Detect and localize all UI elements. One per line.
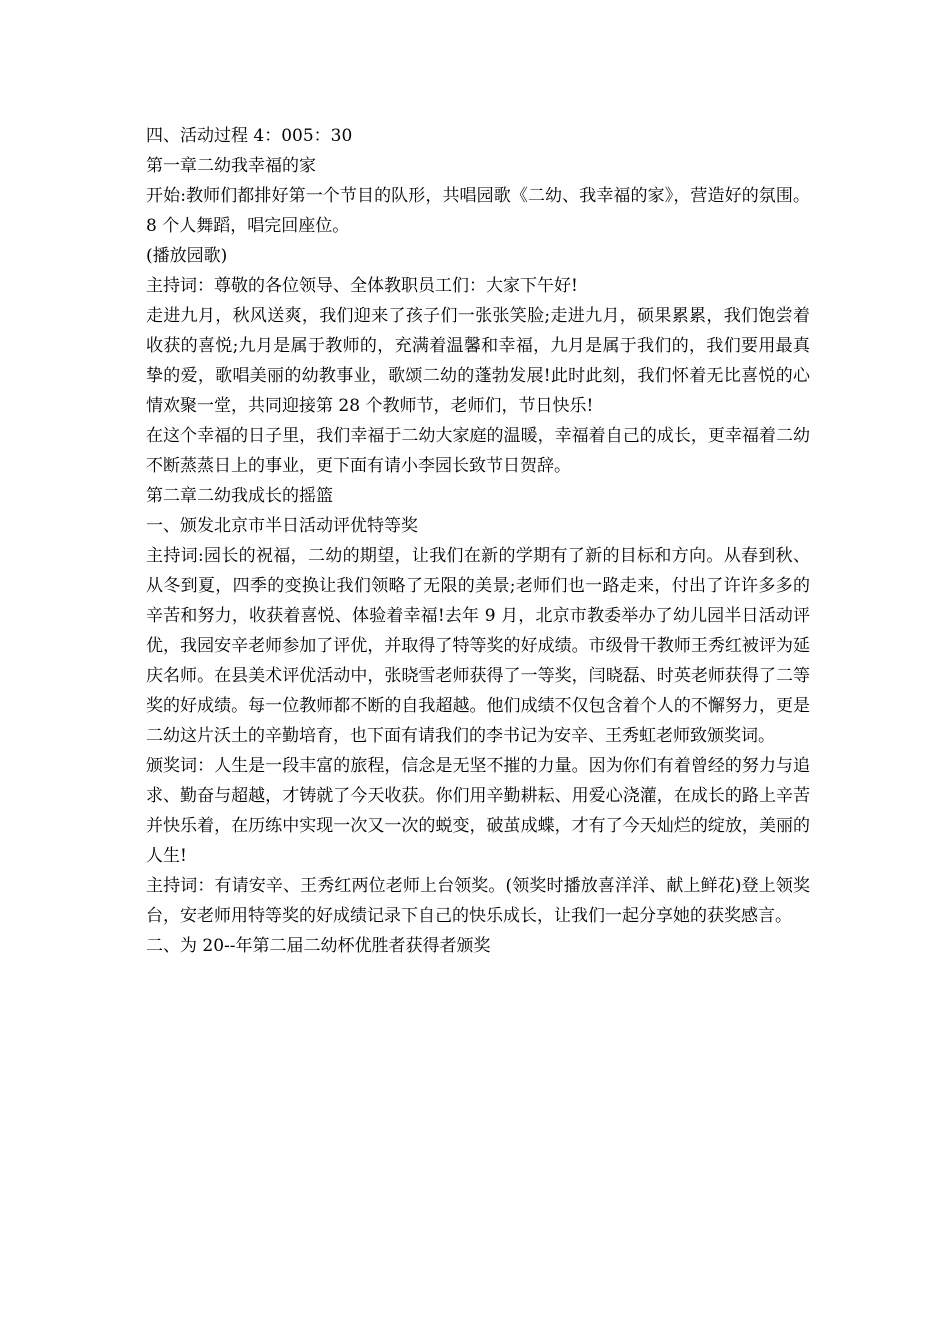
- host-greeting: 主持词：尊敬的各位领导、全体教职员工们：大家下午好!: [146, 276, 578, 296]
- paragraph-september: 走进九月，秋风送爽，我们迎来了孩子们一张张笑脸;走进九月，硕果累累，我们饱尝着收获的喜悦;九月是属于教师的，充满着温馨和幸福，九月是属于我们的，我们要用最真挚的爱，歌唱美丽的幼教事业，歌颂二幼的蓬勃发展!此时此刻，我们怀着无比喜悦的心情欢聚一堂，共同迎接第 28 个教师节，老师们，节日快乐!: [146, 306, 810, 416]
- paragraph-host-awards: 主持词:园长的祝福，二幼的期望，让我们在新的学期有了新的目标和方向。从春到秋、从冬到夏，四季的变换让我们领略了无限的美景;老师们也一路走来，付出了许许多多的辛苦和努力，收获着喜悦、体验着幸福!去年 9 月，北京市教委举办了幼儿园半日活动评优，我园安辛老师参加了评优，并取得了特等奖的好成绩。市级骨干教师王秀红被评为延庆名师。在县美术评优活动中，张晓雪老师获得了一等奖，闫晓磊、时英老师获得了二等奖的好成绩。每一位教师都不断的自我超越。他们成绩不仅包含着个人的不懈努力，更是二幼这片沃土的辛勤培育，也下面有请我们的李书记为安辛、王秀虹老师致颁奖词。: [146, 546, 810, 746]
- paragraph-happy-day: 在这个幸福的日子里，我们幸福于二幼大家庭的温暖，幸福着自己的成长，更幸福着二幼不断蒸蒸日上的事业，更下面有请小李园长致节日贺辞。: [146, 426, 810, 476]
- chapter-title-2: 第二章二幼我成长的摇篮: [146, 486, 333, 506]
- section-heading-award-2: 二、为 20--年第二届二幼杯优胜者获得者颁奖: [146, 936, 491, 956]
- section-heading-award-1: 一、颁发北京市半日活动评优特等奖: [146, 516, 418, 536]
- chapter-title-1: 第一章二幼我幸福的家: [146, 156, 316, 176]
- paragraph-award-speech: 颁奖词：人生是一段丰富的旅程，信念是无坚不摧的力量。因为你们有着曾经的努力与追求、勤奋与超越，才铸就了今天收获。你们用辛勤耕耘、用爱心浇灌，在成长的路上辛苦并快乐着，在历练中实现一次又一次的蜕变，破茧成蝶，才有了今天灿烂的绽放，美丽的人生!: [146, 756, 810, 866]
- paragraph-opening: 开始:教师们都排好第一个节目的队形，共唱园歌《二幼、我幸福的家》，营造好的氛围。8 个人舞蹈，唱完回座位。: [146, 186, 810, 236]
- section-heading-activity-process: 四、活动过程 4：005：30: [146, 126, 353, 146]
- paragraph-host-invite: 主持词：有请安辛、王秀红两位老师上台领奖。(领奖时播放喜洋洋、献上鲜花)登上领奖台，安老师用特等奖的好成绩记录下自己的快乐成长，让我们一起分享她的获奖感言。: [146, 876, 810, 926]
- stage-note-play-song: (播放园歌): [146, 246, 228, 266]
- document-body: [146, 121, 810, 961]
